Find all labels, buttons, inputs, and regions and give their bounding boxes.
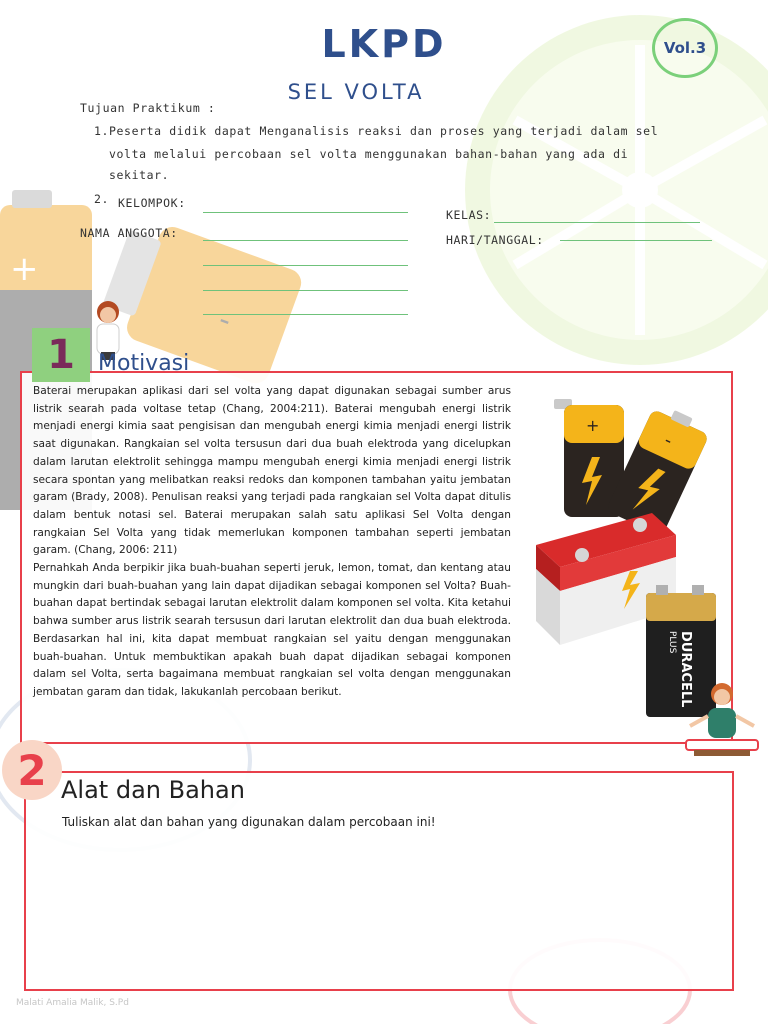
duracell-brand-text: DURACELL: [678, 631, 693, 708]
nama-anggota-line-2[interactable]: [203, 265, 408, 266]
svg-text:-: -: [213, 301, 237, 339]
volume-badge: Vol.3: [652, 18, 718, 78]
svg-text:+: +: [10, 249, 39, 289]
page-subtitle: SEL VOLTA: [287, 80, 425, 104]
svg-text:-: -: [660, 429, 676, 452]
hari-tanggal-line[interactable]: [560, 240, 712, 241]
batteries-illustration: [530, 395, 740, 725]
section2-number-badge: 2: [2, 740, 62, 800]
hari-tanggal-label: HARI/TANGGAL:: [446, 233, 544, 247]
motivation-paragraph-1: Baterai merupakan aplikasi dari sel volta yang dapat digunakan sebagai sumber arus listrik searah pada voltase tetap (Chang, 2004:211). Baterai mengubah energi listrik menjadi energi kimia saat pengisisan dan mengubah energi kimia menjadi energi listrik saat digunakan. Rangkaian sel volta tersusun dari dua buah elektroda yang dicelupkan dalam larutan elektrolit sehingga mampu mengubah energi kimia menjadi energi listrik secara spontan yang melibatkan reaksi redoks dan komponen tambahan yaitu jembatan garam (Brady, 2008). Penulisan reaksi yang terjadi pada rangkaian sel Volta dapat ditulis dalam bentuk notasi sel. Baterai merupakan salah satu aplikasi Sel Volta dengan rangkaian Sel Volta yang tidak memerlukan komponen tambahan seperti jembatan garam. (Chang, 2006: 211): [33, 385, 511, 557]
objective-heading: Tujuan Praktikum :: [80, 101, 216, 115]
section2-heading: Alat dan Bahan: [61, 776, 245, 804]
svg-text:+: +: [586, 416, 600, 435]
kelas-label: KELAS:: [446, 208, 492, 222]
objective-item1-number: 1.: [94, 124, 110, 138]
objective-item2-number: 2.: [94, 192, 110, 206]
footer-author: Malati Amalia Malik, S.Pd: [16, 998, 129, 1008]
kelompok-line[interactable]: [203, 212, 408, 213]
nama-anggota-line-4[interactable]: [203, 314, 408, 315]
objective-item1-line3: sekitar.: [109, 168, 170, 182]
lime-slice-decoration: [465, 15, 768, 365]
nama-anggota-label: NAMA ANGGOTA:: [80, 226, 178, 240]
duracell-plus-text: PLUS: [667, 631, 677, 654]
section2-instruction: Tuliskan alat dan bahan yang digunakan dalam percobaan ini!: [62, 815, 436, 829]
meditating-girl-illustration: [680, 680, 764, 760]
objective-item1-line2: volta melalui percobaan sel volta menggunakan bahan-bahan yang ada di: [109, 147, 629, 161]
nama-anggota-line-3[interactable]: [203, 290, 408, 291]
materials-answer-area[interactable]: [34, 840, 724, 980]
section1-heading: Motivasi: [98, 351, 190, 376]
kelas-line[interactable]: [494, 222, 700, 223]
motivation-paragraph-2: Pernahkah Anda berpikir jika buah-buahan seperti jeruk, lemon, tomat, dan kentang atau mungkin dari buah-buahan yang lain dapat dijadikan sebagai komponen sel Volta? Buah-buahan dapat bertindak sebagai larutan elektrolit dalam komponen sel volta. Kita ketahui bahwa sumber arus listrik searah tersusun dari larutan elektrolit dan dua buah elektroda. Berdasarkan hal ini, kita dapat membuat rangkaian sel yaitu dengan menggunakan buah-buahan. Untuk membuktikan apakah buah dapat dijadikan sebagai komponen dalam sel Volta, serta bagaimana membuat rangkaian sel volta dengan menggunakan jembatan garam dan tidak, lakukanlah percobaan berikut.: [33, 562, 511, 698]
page-title: LKPD: [321, 22, 447, 66]
objective-item1-line1: Peserta didik dapat Menganalisis reaksi dan proses yang terjadi dalam sel: [109, 124, 659, 138]
kelompok-label: KELOMPOK:: [118, 196, 186, 210]
section1-number-badge: 1: [32, 328, 90, 382]
nama-anggota-line-1[interactable]: [203, 240, 408, 241]
